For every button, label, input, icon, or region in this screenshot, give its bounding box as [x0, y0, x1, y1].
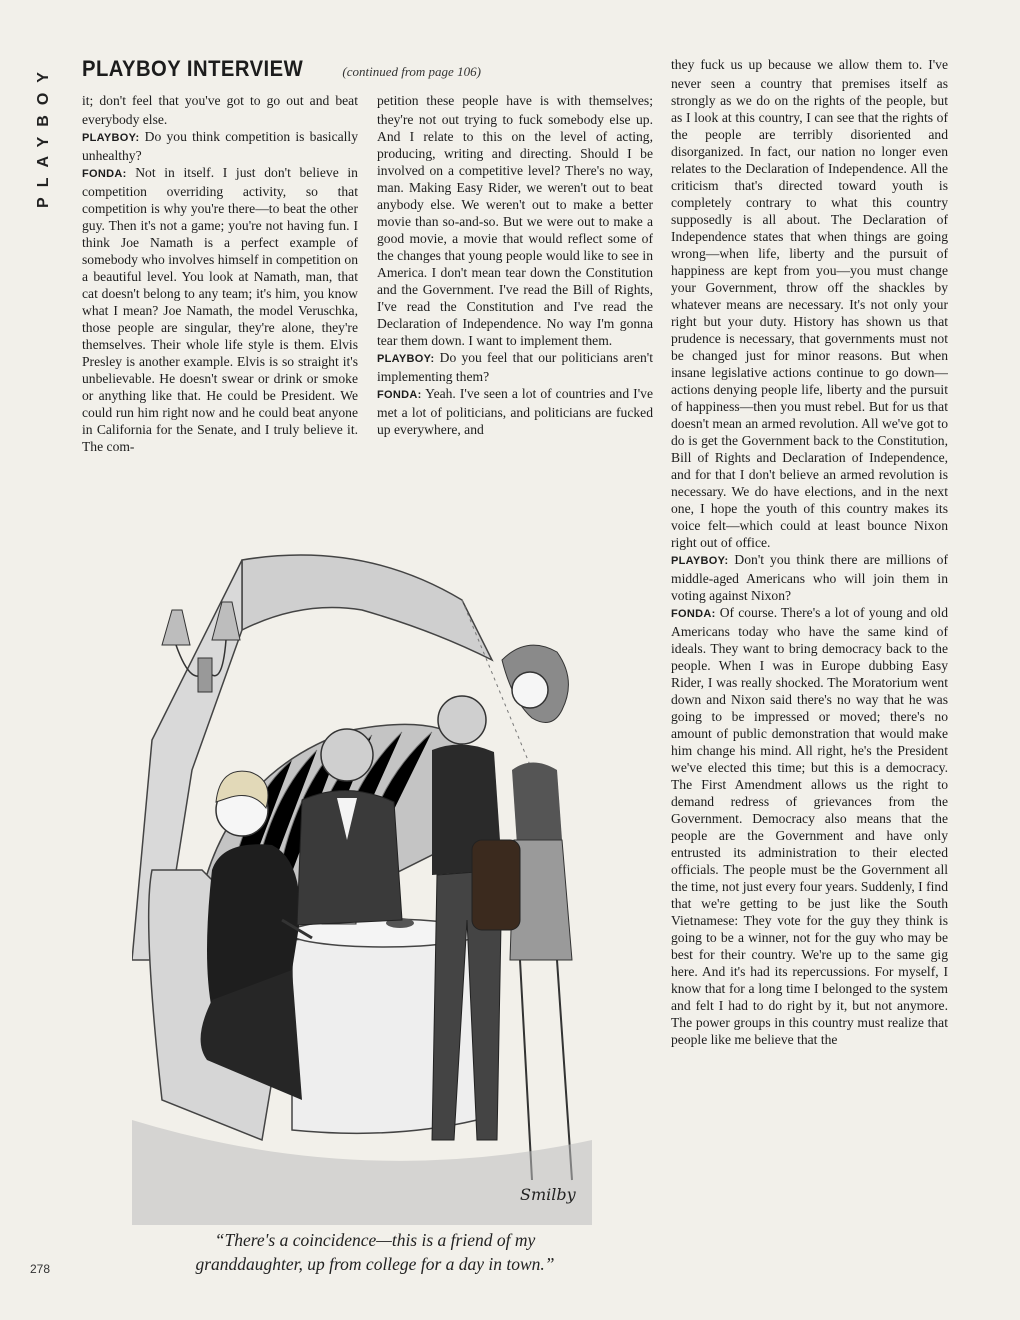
speaker-label: PLAYBOY: — [377, 353, 435, 365]
speaker-label: FONDA: — [82, 168, 127, 180]
caption-line-2: granddaughter, up from college for a day in town.” — [195, 1254, 555, 1274]
section-label — [30, 60, 58, 210]
caption-line-1: “There's a coincidence—this is a friend of my — [214, 1230, 536, 1250]
speaker-label: PLAYBOY: — [671, 555, 729, 567]
paragraph: they fuck us up because we allow them to. I've never seen a country that premises itself as strongly as we do on the rights of the people, but as I look at this country, I can see that the rights of the people are terribly disoriented and disorganized. In fact, our nation no longer even relates to the Declaration of Independence. All the criticism that's directed toward youth is completely contrary to what this country supposedly is all about. The Declaration of Independence states that when things are going wrong—when life, liberty and the pursuit of happiness are kept from you—you must change your Government, throw off the shackles by whatever means are necessary. It's not only your right but your duty. History has shown us that prudence is necessary, that governments must not be changed just for minor reasons. But when insane legislative actions continue to go down—actions denying people life, liberty and the pursuit of happiness—then you must rebel. But for us that doesn't mean an armed revolution. All we've got to do is get the Government back to the Constitution, Bill of Rights and Declaration of Independence, and for that I don't believe an armed revolution is necessary. We do have elections, and in the next one, I hope the youth of this country makes its voice felt—which could at least bounce Nixon right out of office. — [671, 57, 948, 550]
speaker-label: FONDA: — [377, 389, 422, 401]
text-column-2 — [377, 92, 653, 512]
article-header — [82, 56, 662, 88]
speaker-label: FONDA: — [671, 608, 716, 620]
paragraph: PLAYBOY: Don't you think there are millions of middle-aged Americans who will join them in voting against Nixon? — [671, 552, 948, 603]
paragraph: PLAYBOY: Do you think competition is basically unhealthy? — [82, 129, 358, 163]
article-title: PLAYBOY INTERVIEW — [82, 56, 304, 81]
paragraph: PLAYBOY: Do you feel that our politicians aren't implementing them? — [377, 350, 653, 384]
text-column-1 — [82, 92, 358, 512]
page-number: 278 — [30, 1262, 51, 1276]
cartoon-illustration — [132, 540, 592, 1225]
paragraph: FONDA: Not in itself. I just don't believe in competition overriding activity, so that competition is why you're there—to beat the other guy. Then it's not a game; you're not having fun. I think Joe Namath is a perfect example of somebody who involves himself in competition on a beautiful level. You look at Namath, man, that cat doesn't belong to any team; it's him, you know what I mean? Joe Namath, the model Veruschka, those people are singular, they're alone, they're themselves. Their whole life style is them. Elvis Presley is another example. Elvis is so straight it's unbelievable. He doesn't swear or drink or smoke or anything like that. He could be President. We could run him right now and he could beat anyone in California for the Senate, and I truly believe it. The com- — [82, 165, 358, 454]
paragraph: FONDA: Yeah. I've seen a lot of countries and I've met a lot of politicians, and politicians are fucked up everywhere, and — [377, 386, 653, 437]
paragraph: petition these people have is with themselves; they're not out trying to fuck somebody else up. And I relate to this on the level of acting, producing, writing and directing. Should I be involved on a competitive level? There's no way, man. Making Easy Rider, we weren't out to beat anybody else. We weren't out to make a better movie than so-and-so. But we were out to make a good movie, a movie that would reflect some of the changes that young people would like to see in America. I don't mean tear down the Constitution and the Government. I've read the Bill of Rights, I've read the Constitution and I've read the Declaration of Independence. No way I'm gonna tear them down. I want to implement them. — [377, 93, 653, 348]
cartoon-caption — [120, 1228, 630, 1280]
artist-signature: Smilby — [520, 1185, 576, 1204]
paragraph: it; don't feel that you've got to go out and beat everybody else. — [82, 93, 358, 127]
speaker-label: PLAYBOY: — [82, 132, 140, 144]
text-column-3 — [671, 56, 948, 1281]
continued-note: (continued from page 106) — [342, 64, 481, 79]
paragraph: FONDA: Of course. There's a lot of young and old Americans today who have the same kind of ideals. They want to bring democracy back to the people. When I was in Europe dubbing Easy Rider, I was really shocked. The Moratorium went down and Nixon said there's no way that he was going to be impressed or moved; there's no amount of public demonstration that would make him change his mind. All right, he's the President we've elected this time; but this is a democracy. The First Amendment allows us the right to demand redress of grievances from the Government. Democracy also means that the people are the Government and have only entrusted its administration to their elected officials. The people must be the Government all the time, not just every four years. Suddenly, I find that we're getting to be just like the South Vietnamese: They vote for the guy they think is going to be a winner, not for the guy who may be best for their country. We're up to the same gig here. And it's had its repercussions. For myself, I know that for a long time I belonged to the system and felt I had to do right by it, but not anymore. The power groups in this country must realize that people like me believe that the — [671, 605, 948, 1047]
section-label-text: PLAYBOY — [35, 62, 52, 208]
